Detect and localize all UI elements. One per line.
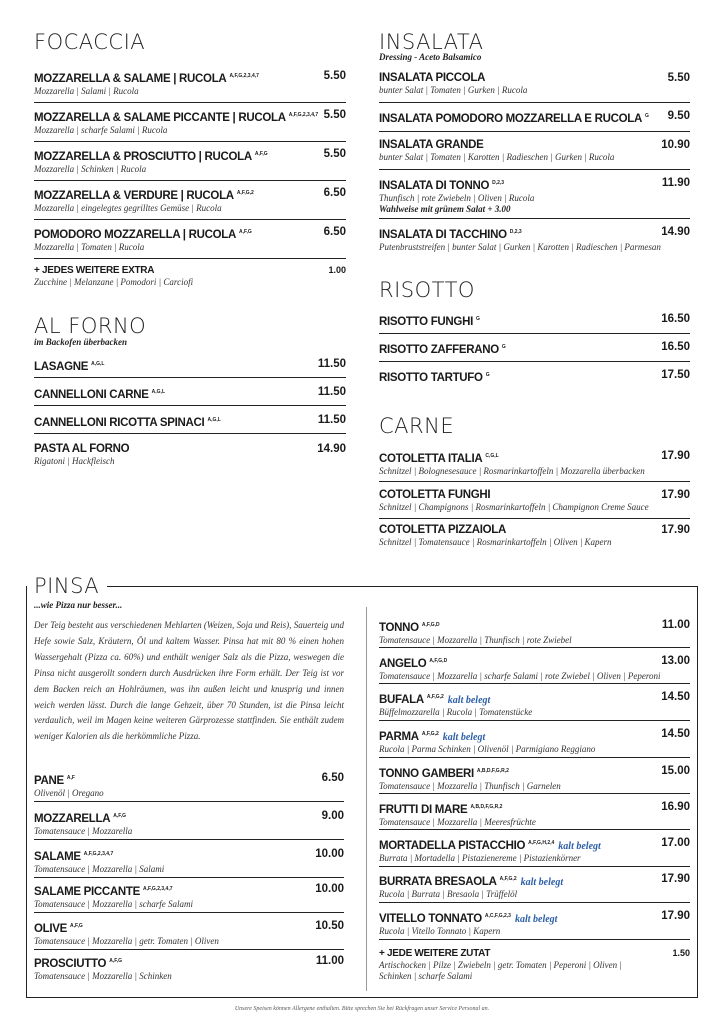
item-price: 10.90: [661, 139, 690, 151]
item-desc: Mozzarella | scharfe Salami | Rucola: [34, 124, 168, 135]
item-name: OLIVE $^{A,F,G}$: [34, 922, 83, 935]
menu-item: [34, 443, 346, 467]
menu-item: [379, 489, 690, 513]
divider: [34, 912, 344, 913]
divider: [379, 866, 690, 867]
menu-item: [379, 728, 690, 755]
item-desc: bunter Salat | Tomaten | Gurken | Rucola: [379, 85, 528, 95]
risotto-title: RISOTTO: [379, 278, 475, 302]
menu-item: [34, 358, 346, 374]
kalt-belegt-label: kalt belegt: [442, 731, 486, 743]
item-price: 11.50: [317, 414, 346, 426]
item-price: 17.90: [661, 524, 690, 536]
menu-item: [379, 765, 690, 792]
item-price: 11.00: [661, 619, 690, 631]
divider: [34, 102, 346, 103]
al-forno-section: [34, 314, 346, 474]
item-desc: Putenbruststreifen | bunter Salat | Gurken | Karotten | Radieschen | Parmesan: [379, 241, 661, 252]
item-name: CANNELLONI CARNE $^{A,G,L}$: [34, 388, 166, 401]
divider: [379, 518, 690, 519]
item-name: VITELLO TONNATO $^{A,C,F,G,2,3}$ kalt belegt: [379, 912, 558, 925]
divider: [34, 949, 344, 950]
divider: [379, 647, 690, 648]
item-price: 5.50: [667, 72, 690, 84]
item-price: 17.90: [661, 873, 690, 885]
menu-item: [34, 920, 344, 947]
pinsa-intro: Der Teig besteht aus verschiedenen Mehlarten (Weizen, Soja und Reis), Sauerteig und Hefe sowie Salz, Kräutern, Öl und kaltem Wasser. Pinsa hat mit 80 % einen hohen Wassergehalt (Pizza ca. 60%) und enthält weniger Salz als die Pizza, weswegen die Pinsa nicht ausgerollt sondern durch Ausdrücken ihre Form erhält. Der Teig ist vor dem Backen reich an Hohlräumen, was ihn außen leicht und knusprig und innen weich werden lässt. Durch die lange Gehzeit, über 70 Stunden, ist die Pinsa leicht verdaulich, weil im Magen keine weiteren Gärprozesse stattfinden. Sie enthält zudem weniger Kalorien als die herkömmliche Pizza.: [34, 620, 344, 742]
divider: [34, 801, 344, 802]
divider: [34, 141, 346, 142]
divider: [379, 902, 690, 903]
item-desc: Tomatensauce | Mozzarella | Schinken: [34, 970, 172, 981]
menu-item: [379, 72, 690, 96]
item-price: 17.00: [661, 837, 690, 849]
item-desc: Tomatensauce | Mozzarella | getr. Tomaten | Oliven: [34, 935, 219, 946]
kalt-belegt-label: kalt belegt: [514, 913, 558, 925]
item-name: MOZZARELLA & VERDURE | RUCOLA $^{A,F,G,2}$: [34, 189, 254, 202]
item-price: 11.90: [661, 177, 690, 189]
menu-item: [34, 810, 344, 837]
focaccia-section: [34, 30, 346, 292]
item-desc: Tomatensauce | Mozzarella | Thunfisch | Garnelen: [379, 780, 561, 791]
item-name: MOZZARELLA & SALAME | RUCOLA $^{A,F,G,2,3,4,7}$: [34, 72, 259, 85]
item-desc: Thunfisch | rote Zwiebeln | Oliven | Rucola: [379, 192, 535, 203]
divider: [379, 481, 690, 482]
divider: [379, 939, 690, 940]
menu-item: [379, 873, 690, 900]
menu-item: [34, 772, 344, 799]
item-price: 16.50: [661, 341, 690, 353]
item-desc: Schnitzel | Tomatensauce | Rosmarinkartoffeln | Oliven | Kapern: [379, 537, 612, 547]
item-price: 13.00: [661, 655, 690, 667]
insalata-title: INSALATA: [379, 30, 484, 54]
divider: [34, 180, 346, 181]
item-name: RISOTTO FUNGHI $^G$: [379, 315, 480, 328]
pinsa-right-column: [379, 619, 690, 987]
item-name: INSALATA DI TONNO $^{D,2,3}$: [379, 179, 505, 192]
item-price: 16.50: [661, 313, 690, 325]
divider: [379, 131, 690, 132]
item-price: 14.90: [317, 443, 346, 455]
pinsa-header: [34, 574, 103, 598]
item-desc: Zucchine | Melanzane | Pomodori | Carciofi: [34, 277, 194, 287]
al-forno-subtitle: im Backofen überbacken: [34, 337, 127, 347]
item-price: 6.50: [323, 187, 346, 199]
menu-item: [34, 226, 346, 253]
divider: [379, 218, 690, 219]
menu-item: [379, 369, 690, 385]
item-price: 5.50: [323, 70, 346, 82]
item-price: 17.50: [661, 369, 690, 381]
carne-section: [379, 414, 690, 554]
insalata-subtitle: Dressing - Aceto Balsamico: [379, 52, 482, 62]
pinsa-subtitle: ...wie Pizza nur besser...: [34, 600, 123, 610]
menu-item-extra: [379, 947, 690, 982]
item-desc-continued: Schinken | scharfe Salami: [379, 971, 473, 981]
divider: [34, 839, 344, 840]
item-price: 15.00: [661, 765, 690, 777]
item-name: MOZZARELLA & PROSCIUTTO | RUCOLA $^{A,F,G}$: [34, 150, 268, 163]
kalt-belegt-label: kalt belegt: [558, 840, 601, 852]
item-price: 11.50: [317, 386, 346, 398]
item-desc: Mozzarella | Schinken | Rucola: [34, 163, 147, 174]
item-name: INSALATA PICCOLA: [379, 72, 486, 84]
item-name: PROSCIUTTO $^{A,F,G}$: [34, 957, 122, 970]
divider: [34, 405, 346, 406]
menu-item: [379, 341, 690, 357]
menu-item: [379, 177, 690, 215]
item-price: 17.90: [661, 910, 690, 922]
item-desc: Tomatensauce | Mozzarella | Salami: [34, 863, 165, 874]
menu-item: [379, 619, 690, 646]
divider: [379, 169, 690, 170]
carne-title: CARNE: [379, 414, 455, 438]
pinsa-top-border: [107, 586, 698, 587]
item-name: INSALATA POMODORO MOZZARELLA E RUCOLA $^G$: [379, 112, 649, 125]
item-name: FRUTTI DI MARE $^{A,B,D,F,G,R,2}$: [379, 803, 503, 816]
al-forno-title: AL FORNO: [34, 314, 147, 338]
pinsa-title: PINSA: [34, 574, 100, 598]
item-name: + JEDES WEITERE EXTRA: [34, 265, 155, 276]
menu-item: [379, 910, 690, 937]
menu-item: [379, 226, 690, 253]
menu-item: [34, 70, 346, 97]
item-name: + JEDE WEITERE ZUTAT: [379, 948, 491, 959]
menu-item: [379, 450, 690, 477]
divider: [34, 377, 346, 378]
item-price: 9.50: [667, 110, 690, 122]
item-price: 5.50: [323, 148, 346, 160]
divider: [34, 433, 346, 434]
divider: [34, 877, 344, 878]
divider: [379, 793, 690, 794]
item-price: 1.50: [672, 948, 690, 958]
item-desc: Mozzarella | eingelegtes gegrilltes Gemüse | Rucola: [34, 202, 222, 213]
divider: [34, 258, 346, 259]
item-name: INSALATA DI TACCHINO $^{D,2,3}$: [379, 228, 522, 241]
divider: [379, 683, 690, 684]
focaccia-title: FOCACCIA: [34, 30, 146, 54]
menu-item: [379, 313, 690, 329]
divider: [379, 102, 690, 103]
item-desc: Schnitzel | Bolognesesauce | Rosmarinkartoffeln | Mozzarella überbacken: [379, 465, 645, 476]
item-price: 1.00: [328, 265, 346, 275]
item-name: SALAME $^{A,F,G,2,3,4,7}$: [34, 850, 114, 863]
item-name: BUFALA $^{A,F,G,2}$ kalt belegt: [379, 693, 491, 706]
divider: [379, 333, 690, 334]
item-price: 16.90: [661, 801, 690, 813]
item-name: MORTADELLA PISTACCHIO $^{A,F,G,H,2,4}$ kalt belegt: [379, 839, 601, 852]
item-price: 10.00: [315, 883, 344, 895]
pinsa-column-divider: [366, 607, 367, 991]
divider: [379, 757, 690, 758]
item-price: 6.50: [323, 226, 346, 238]
item-price: 14.90: [661, 226, 690, 238]
divider: [34, 219, 346, 220]
kalt-belegt-label: kalt belegt: [447, 694, 491, 706]
menu-item: [379, 139, 690, 163]
allergen-footer-note: Unsere Speisen können Allergene enthalten. Bitte sprechen Sie bei Rückfragen unser Service Personal an.: [234, 1006, 490, 1012]
menu-item: [34, 414, 346, 430]
item-desc: Rucola | Burrata | Bresaola | Trüffelöl: [379, 888, 518, 899]
menu-item: [34, 386, 346, 402]
item-desc: Olivenöl | Oregano: [34, 787, 104, 798]
item-desc: Tomatensauce | Mozzarella | Thunfisch | rote Zwiebel: [379, 634, 572, 645]
item-desc: Rucola | Parma Schinken | Olivenöl | Parmigiano Reggiano: [379, 743, 596, 754]
menu-item: [34, 109, 346, 136]
item-name: PARMA $^{A,F,G,2}$ kalt belegt: [379, 730, 486, 743]
item-desc: Büffelmozzarella | Rucola | Tomatenstücke: [379, 706, 533, 717]
menu-item: [34, 883, 344, 910]
risotto-section: [379, 278, 690, 388]
item-desc: Burrata | Mortadella | Pistazienereme | Pistazienkörner: [379, 852, 581, 863]
item-name: TONNO GAMBERI $^{A,B,D,F,G,R,2}$: [379, 767, 509, 780]
divider: [379, 829, 690, 830]
item-desc: Artischocken | Pilze | Zwiebeln | getr. Tomaten | Peperoni | Oliven |: [379, 960, 622, 970]
item-desc: Tomatensauce | Mozzarella | scharfe Salami | rote Zwiebel | Oliven | Peperoni: [379, 670, 661, 681]
item-desc: Rucola | Vitello Tonnato | Kapern: [379, 925, 501, 936]
menu-item: [379, 524, 690, 548]
menu-item: [34, 187, 346, 214]
item-name: RISOTTO ZAFFERANO $^G$: [379, 343, 506, 356]
menu-item: [379, 655, 690, 682]
menu-item-extra: [34, 264, 346, 288]
item-price: 5.50: [323, 109, 346, 121]
item-name: MOZZARELLA $^{A,F,G}$: [34, 812, 126, 825]
item-price: 10.50: [315, 920, 344, 932]
item-desc: Tomatensauce | Mozzarella | Meeresfrüchte: [379, 816, 536, 827]
menu-item: [379, 837, 690, 864]
item-name: PASTA AL FORNO: [34, 443, 130, 455]
menu-item: [34, 148, 346, 175]
item-desc: Tomatensauce | Mozzarella | scharfe Salami: [34, 898, 194, 909]
item-desc: bunter Salat | Tomaten | Karotten | Radieschen | Gurken | Rucola: [379, 152, 615, 162]
item-price: 11.00: [315, 955, 344, 967]
item-price: 17.90: [661, 489, 690, 501]
menu-item: [379, 110, 690, 126]
item-desc: Tomatensauce | Mozzarella: [34, 825, 133, 836]
insalata-section: [379, 30, 690, 254]
item-name: LASAGNE $^{A,G,L}$: [34, 360, 105, 373]
item-name: INSALATA GRANDE: [379, 139, 484, 151]
item-price: 6.50: [321, 772, 344, 784]
item-note: Wahlweise mit grünem Salat + 3.00: [379, 203, 511, 214]
item-name: COTOLETTA ITALIA $^{C,G,L}$: [379, 452, 499, 465]
item-name: BURRATA BRESAOLA $^{A,F,G,2}$ kalt belegt: [379, 875, 564, 888]
item-name: RISOTTO TARTUFO $^G$: [379, 371, 490, 384]
item-price: 17.90: [661, 450, 690, 462]
kalt-belegt-label: kalt belegt: [520, 876, 564, 888]
item-name: COTOLETTA PIZZAIOLA: [379, 524, 506, 536]
divider: [379, 720, 690, 721]
item-desc: Mozzarella | Salami | Rucola: [34, 85, 139, 96]
item-name: CANNELLONI RICOTTA SPINACI $^{A,G,L}$: [34, 416, 221, 429]
item-desc: Schnitzel | Champignons | Rosmarinkartoffeln | Champignon Creme Sauce: [379, 502, 649, 512]
item-name: ANGELO $^{A,F,G,D}$: [379, 657, 448, 670]
menu-item: [34, 848, 344, 875]
pinsa-left-column: [34, 772, 344, 981]
menu-item: [379, 691, 690, 718]
menu-item: [34, 955, 344, 982]
item-price: 11.50: [317, 358, 346, 370]
item-name: MOZZARELLA & SALAME PICCANTE | RUCOLA $^{A,F,G,2,3,4,7}$: [34, 111, 319, 124]
item-desc: Rigatoni | Hackfleisch: [34, 456, 115, 466]
item-name: SALAME PICCANTE $^{A,F,G,2,3,4,7}$: [34, 885, 173, 898]
item-name: PANE $^{A,F}$: [34, 774, 75, 787]
item-price: 14.50: [661, 691, 690, 703]
item-desc: Mozzarella | Tomaten | Rucola: [34, 241, 145, 252]
item-price: 14.50: [661, 728, 690, 740]
item-price: 10.00: [315, 848, 344, 860]
item-name: TONNO $^{A,F,G,D}$: [379, 621, 440, 634]
item-name: COTOLETTA FUNGHI: [379, 489, 491, 501]
item-name: POMODORO MOZZARELLA | RUCOLA $^{A,F,G}$: [34, 228, 252, 241]
item-price: 9.00: [321, 810, 344, 822]
divider: [379, 361, 690, 362]
menu-item: [379, 801, 690, 828]
